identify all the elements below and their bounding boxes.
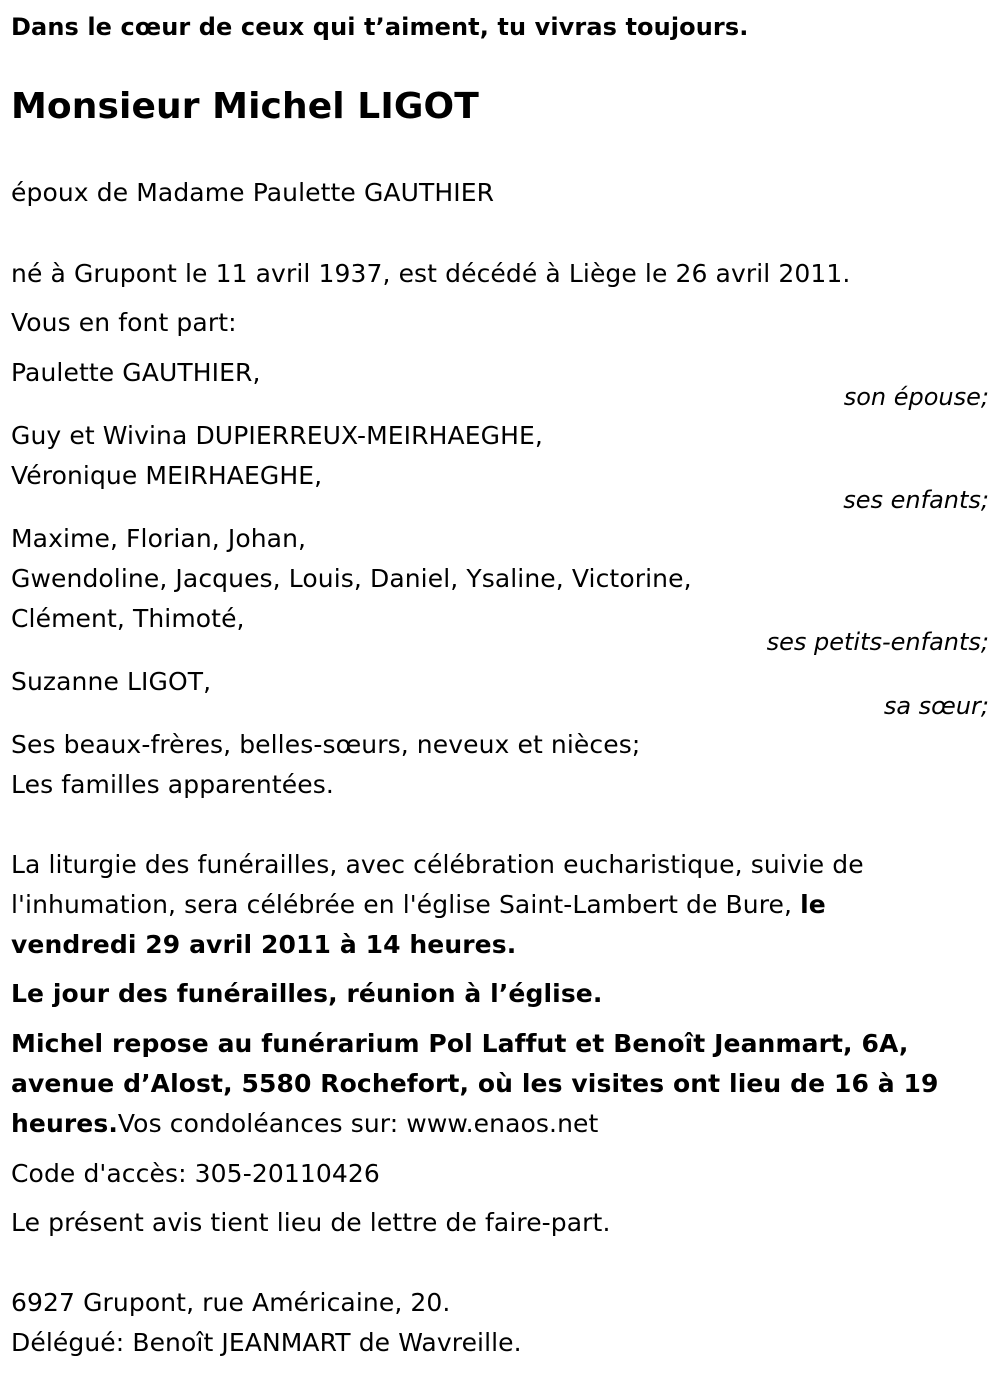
birth-death-line: né à Grupont le 11 avril 1937, est décédé à Liège le 26 avril 2011.	[11, 259, 851, 288]
family-others-line: Les familles apparentées.	[11, 770, 334, 799]
funerarium-line: avenue d’Alost, 5580 Rochefort, où les visites ont lieu de 16 à 19	[11, 1069, 939, 1098]
access-code-line: Code d'accès: 305-20110426	[11, 1159, 380, 1188]
funeral-liturgy-line: La liturgie des funérailles, avec célébration eucharistique, suivie de	[11, 850, 864, 879]
family-children-role: ses enfants;	[843, 486, 989, 514]
funerarium-hours-condolences	[11, 1104, 598, 1144]
family-grandchildren-role: ses petits-enfants;	[766, 628, 989, 656]
family-sister-name: Suzanne LIGOT,	[11, 667, 212, 696]
delegate-line: Délégué: Benoît JEANMART de Wavreille.	[11, 1328, 522, 1357]
notice-line: Le présent avis tient lieu de lettre de faire-part.	[11, 1208, 611, 1237]
family-grandchildren-names: Clément, Thimoté,	[11, 604, 245, 633]
funeral-meeting-line: Le jour des funérailles, réunion à l’église.	[11, 979, 603, 1008]
spouse-line: époux de Madame Paulette GAUTHIER	[11, 178, 495, 207]
funeral-church-text: l'inhumation, sera célébrée en l'église Saint-Lambert de Bure,	[11, 890, 801, 919]
family-grandchildren-names: Maxime, Florian, Johan,	[11, 524, 307, 553]
funeral-date-time: vendredi 29 avril 2011 à 14 heures.	[11, 930, 517, 959]
funerarium-hours-end: heures.	[11, 1109, 118, 1138]
family-wife-name: Paulette GAUTHIER,	[11, 358, 261, 387]
funeral-liturgy-line	[11, 885, 826, 925]
family-grandchildren-names: Gwendoline, Jacques, Louis, Daniel, Ysaline, Victorine,	[11, 564, 692, 593]
family-child-name: Véronique MEIRHAEGHE,	[11, 461, 323, 490]
funeral-date-lead: le	[800, 890, 826, 919]
family-sister-role: sa sœur;	[883, 692, 989, 720]
obituary-notice	[11, 0, 989, 1378]
announcement-intro: Vous en font part:	[11, 308, 237, 337]
funerarium-line: Michel repose au funérarium Pol Laffut et Benoît Jeanmart, 6A,	[11, 1029, 909, 1058]
family-child-name: Guy et Wivina DUPIERREUX-MEIRHAEGHE,	[11, 421, 543, 450]
family-wife-role: son épouse;	[843, 383, 989, 411]
address-line: 6927 Grupont, rue Américaine, 20.	[11, 1288, 451, 1317]
deceased-name-title: Monsieur Michel LIGOT	[11, 86, 479, 127]
condolences-website: Vos condoléances sur: www.enaos.net	[117, 1109, 599, 1138]
family-others-line: Ses beaux-frères, belles-sœurs, neveux et nièces;	[11, 730, 641, 759]
motto-heading: Dans le cœur de ceux qui t’aiment, tu vivras toujours.	[11, 13, 749, 41]
